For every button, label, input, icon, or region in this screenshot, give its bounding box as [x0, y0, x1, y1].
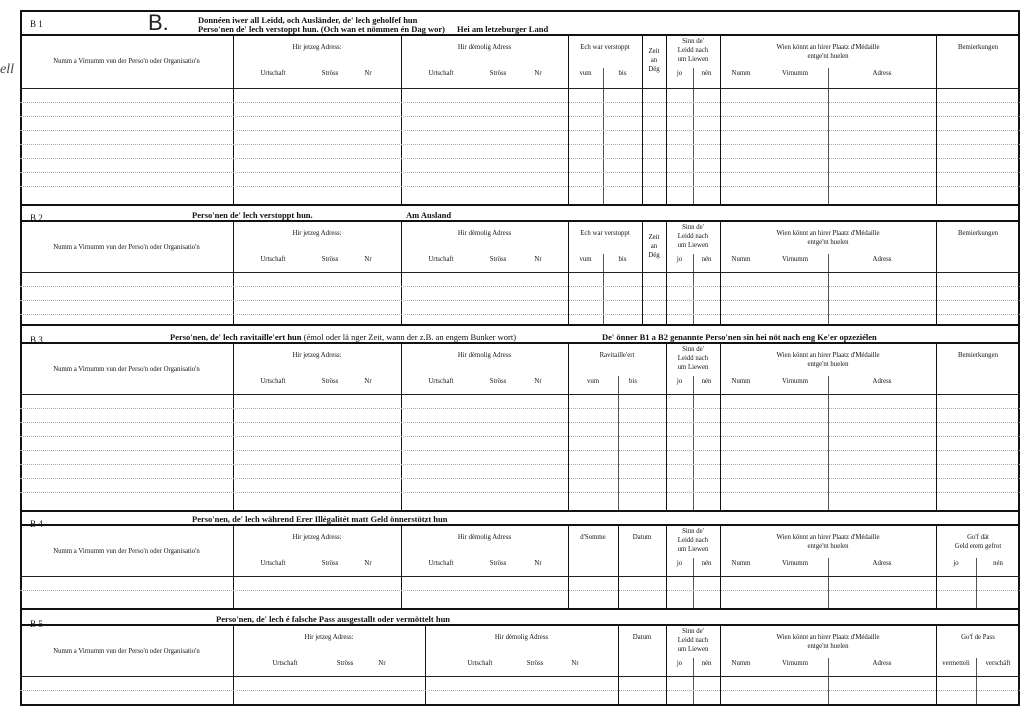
- col-nen: nén: [701, 560, 712, 567]
- col-stross: Ströss: [526, 660, 544, 667]
- col-urtschaft: Urtschaft: [467, 660, 493, 667]
- section-b5-title: Perso'nen, de' lech é falsche Pass ausgestallt oder vermöttelt hun: [216, 614, 451, 624]
- col-entgent: entge'nt huelen: [807, 643, 849, 650]
- col-numm: Numm: [731, 660, 751, 667]
- col-urtschaft: Urtschaft: [260, 378, 286, 385]
- section-b1-table: [20, 34, 1020, 206]
- col-urtschaft: Urtschaft: [260, 256, 286, 263]
- col-ravitailleert-header: Ravitaille'ert: [599, 352, 635, 359]
- section-b5-code: B 5: [30, 619, 43, 629]
- col-stross: Ströss: [336, 660, 354, 667]
- section-b1-title-line2: Perso'nen de' lech verstoppt hun. (Och wan et nömmen én Dag wor): [198, 24, 445, 34]
- section-b3-title-normal: (émol oder lä nger Zeit, wann der z.B. an engem Bunker wort): [303, 332, 517, 342]
- col-bis: bis: [618, 256, 627, 263]
- col-virnumm: Virnumm: [781, 560, 809, 567]
- col-then-address-header: Hir dèmolig Adress: [457, 534, 512, 541]
- col-datum: Datum: [632, 534, 652, 541]
- section-b2-table: [20, 220, 1020, 326]
- col-numm: Numm: [731, 560, 751, 567]
- col-name-header: Numm a Virnumm vun der Perso'n oder Organisatio'n: [53, 366, 200, 373]
- section-b5: [20, 612, 1020, 706]
- col-verstoppt-header: Ech war verstoppt: [580, 230, 630, 237]
- col-stross: Ströss: [321, 560, 339, 567]
- col-urtschaft: Urtschaft: [272, 660, 298, 667]
- col-sinn-de: Sinn de': [682, 38, 704, 45]
- col-entgent: entge'nt huelen: [807, 543, 849, 550]
- col-adress: Adress: [872, 660, 892, 667]
- col-verschaft: verschäft: [985, 660, 1011, 667]
- handwritten-section-letter: B.: [148, 10, 169, 35]
- col-bis: bis: [618, 70, 627, 77]
- col-geld-jo: jo: [953, 560, 959, 567]
- col-um-liewen: um Liewen: [677, 646, 709, 653]
- col-virnumm: Virnumm: [781, 378, 809, 385]
- col-then-address-header: Hir dèmolig Adress: [457, 230, 512, 237]
- col-nr: Nr: [364, 378, 372, 385]
- col-nen: nén: [701, 70, 712, 77]
- col-jo: jo: [676, 256, 683, 263]
- col-leidd-nach: Leidd nach: [677, 537, 709, 544]
- section-b2-title: Perso'nen de' lech verstoppt hun.: [192, 210, 313, 220]
- section-b3-title-bold: Perso'nen, de' lech ravitaille'ert hun: [170, 332, 302, 342]
- col-nr: Nr: [364, 256, 372, 263]
- col-um-liewen: um Liewen: [677, 56, 709, 63]
- col-datum: Datum: [632, 634, 652, 641]
- section-b3: [20, 328, 1020, 512]
- col-bemierkungen: Bemierkungen: [957, 352, 998, 359]
- col-geld-erem: Geld erem gefrot: [954, 543, 1002, 550]
- col-nr: Nr: [534, 378, 542, 385]
- section-b2-code: B 2: [30, 213, 43, 223]
- col-jo: jo: [676, 660, 683, 667]
- col-adress: Adress: [872, 256, 892, 263]
- col-leidd-nach: Leidd nach: [677, 233, 709, 240]
- col-bemierkungen: Bemierkungen: [957, 44, 998, 51]
- col-nen: nén: [701, 256, 712, 263]
- col-deg: Dég: [648, 66, 660, 73]
- col-name-header: Numm a Virnumm vun der Perso'n oder Organisatio'n: [53, 648, 200, 655]
- col-virnumm: Virnumm: [781, 256, 809, 263]
- col-virnumm: Virnumm: [781, 660, 809, 667]
- section-b3-table: [20, 342, 1020, 512]
- col-virnumm: Virnumm: [781, 70, 809, 77]
- col-nr: Nr: [378, 660, 386, 667]
- col-sinn-de: Sinn de': [682, 528, 704, 535]
- col-nr: Nr: [364, 560, 372, 567]
- section-b4-title: Perso'nen, de' lech während Erer Illégalitét matt Geld önnerstötzt hun: [192, 514, 448, 524]
- col-sinn-de: Sinn de': [682, 224, 704, 231]
- col-nen: nén: [701, 378, 712, 385]
- col-jo: jo: [676, 378, 683, 385]
- col-nr: Nr: [534, 256, 542, 263]
- col-name-header: Numm a Virnumm vun der Perso'n oder Organisatio'n: [53, 58, 200, 65]
- col-jo: jo: [676, 70, 683, 77]
- col-gof-dat: Go'f dät: [967, 534, 989, 541]
- col-adress: Adress: [872, 560, 892, 567]
- margin-scribble: ell: [0, 62, 14, 77]
- section-b2: [20, 206, 1020, 326]
- col-urtschaft: Urtschaft: [260, 560, 286, 567]
- col-gof-pass: Go'f de Pass: [961, 634, 995, 641]
- col-somme: d'Somme: [580, 534, 606, 541]
- col-entgent: entge'nt huelen: [807, 53, 849, 60]
- col-stross: Ströss: [321, 70, 339, 77]
- col-medaille-header: Wien könnt an hirer Plaatz d'Médaille: [776, 44, 880, 51]
- col-nr: Nr: [571, 660, 579, 667]
- col-um-liewen: um Liewen: [677, 546, 709, 553]
- col-vum: vum: [579, 70, 592, 77]
- section-b1-title-line1: Donnéen iwer all Leidd, och Ausländer, de' lech geholfef hun: [198, 15, 418, 25]
- col-sinn-de: Sinn de': [682, 628, 704, 635]
- section-b5-table: [20, 624, 1020, 706]
- col-numm: Numm: [731, 378, 751, 385]
- col-numm: Numm: [731, 70, 751, 77]
- col-leidd-nach: Leidd nach: [677, 637, 709, 644]
- col-deg: Dég: [648, 252, 660, 259]
- col-stross: Ströss: [321, 378, 339, 385]
- col-name-header: Numm a Virnumm vun der Perso'n oder Organisatio'n: [53, 548, 200, 555]
- section-b1-header: [20, 10, 1020, 35]
- col-nr: Nr: [534, 70, 542, 77]
- section-b1: [20, 12, 1020, 206]
- col-vermeteli: vermetteli: [942, 660, 970, 667]
- col-geld-nen: nén: [993, 560, 1003, 567]
- col-urtschaft: Urtschaft: [428, 560, 454, 567]
- col-urtschaft: Urtschaft: [428, 256, 454, 263]
- col-nr: Nr: [364, 70, 372, 77]
- section-b1-title-extra: Hei am letzeburger Land: [456, 24, 549, 34]
- col-now-address-header: Hir jetzeg Adress:: [292, 44, 342, 51]
- col-nen: nén: [701, 660, 712, 667]
- section-b4-code: B 4: [30, 519, 43, 529]
- col-zeit: Zeit: [648, 48, 660, 55]
- col-verstoppt-header: Ech war verstoppt: [580, 44, 630, 51]
- col-medaille-header: Wien könnt an hirer Plaatz d'Médaille: [776, 634, 880, 641]
- col-now-address-header: Hir jetzeg Adress:: [292, 352, 342, 359]
- col-now-address-header: Hir jetzeg Adress:: [304, 634, 354, 641]
- col-then-address-header: Hir dèmolig Adress: [494, 634, 549, 641]
- col-entgent: entge'nt huelen: [807, 361, 849, 368]
- col-an: an: [650, 243, 658, 250]
- col-urtschaft: Urtschaft: [260, 70, 286, 77]
- section-b3-code: B 3: [30, 335, 43, 345]
- col-sinn-de: Sinn de': [682, 346, 704, 353]
- col-leidd-nach: Leidd nach: [677, 47, 709, 54]
- col-nr: Nr: [534, 560, 542, 567]
- col-urtschaft: Urtschaft: [428, 70, 454, 77]
- col-stross: Ströss: [489, 70, 507, 77]
- col-leidd-nach: Leidd nach: [677, 355, 709, 362]
- col-bemierkungen: Bemierkungen: [957, 230, 998, 237]
- col-medaille-header: Wien könnt an hirer Plaatz d'Médaille: [776, 534, 880, 541]
- col-medaille-header: Wien könnt an hirer Plaatz d'Médaille: [776, 230, 880, 237]
- col-then-address-header: Hir dèmolig Adress: [457, 352, 512, 359]
- col-stross: Ströss: [489, 560, 507, 567]
- col-um-liewen: um Liewen: [677, 242, 709, 249]
- col-stross: Ströss: [321, 256, 339, 263]
- col-now-address-header: Hir jetzeg Adress:: [292, 534, 342, 541]
- col-entgent: entge'nt huelen: [807, 239, 849, 246]
- col-numm: Numm: [731, 256, 751, 263]
- col-jo: jo: [676, 560, 683, 567]
- col-stross: Ströss: [489, 378, 507, 385]
- col-name-header: Numm a Virnumm vun der Perso'n oder Organisatio'n: [53, 244, 200, 251]
- section-b1-code: B 1: [30, 19, 43, 29]
- section-b4-table: [20, 524, 1020, 610]
- col-adress: Adress: [872, 70, 892, 77]
- col-adress: Adress: [872, 378, 892, 385]
- col-medaille-header: Wien könnt an hirer Plaatz d'Médaille: [776, 352, 880, 359]
- col-zeit: Zeit: [648, 234, 660, 241]
- col-then-address-header: Hir dèmolig Adress: [457, 44, 512, 51]
- col-bis: bis: [629, 378, 637, 385]
- col-an: an: [650, 57, 658, 64]
- col-um-liewen: um Liewen: [677, 364, 709, 371]
- section-b4: [20, 512, 1020, 610]
- col-vum: vum: [586, 378, 600, 385]
- col-vum: vum: [579, 256, 592, 263]
- section-b3-title-extra: De' önner B1 a B2 genannte Perso'nen sin hei nöt nach eng Ke'er opzeziélen: [602, 332, 877, 342]
- col-now-address-header: Hir jetzeg Adress:: [292, 230, 342, 237]
- col-stross: Ströss: [489, 256, 507, 263]
- col-urtschaft: Urtschaft: [428, 378, 454, 385]
- section-b2-title-extra: Am Ausland: [406, 210, 452, 220]
